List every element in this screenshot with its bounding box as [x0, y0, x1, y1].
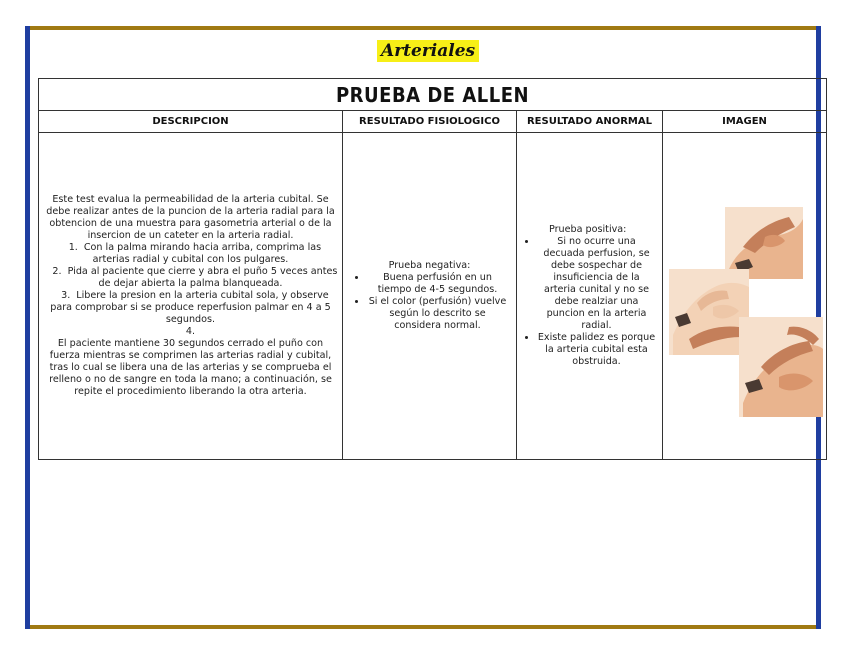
hand-panel-top — [725, 207, 803, 279]
image-cell — [663, 133, 827, 460]
frame-top-border — [25, 26, 821, 30]
physiological-bullet: • Buena perfusión en un tiempo de 4-5 segundos. — [367, 272, 508, 296]
document-title: Arteriales — [377, 40, 479, 62]
table-title-row — [39, 79, 827, 111]
abnormal-bullet: • Si no ocurre una decuada perfusion, se debe sospechar de insuficiencia de la arteria cunital y no se debe realziar una puncion en la arteria radial. — [537, 236, 656, 332]
allen-test-table — [38, 78, 827, 460]
description-intro: Este test evalua la permeabilidad de la arteria cubital. Se debe realizar antes de la puncion de la arteria radial para la obtencion de una muestra para gasometria arterial o de la insercion de un cateter en la arteria radial. — [46, 194, 335, 241]
frame-bottom-border — [25, 625, 821, 629]
description-outro: El paciente mantiene 30 segundos cerrado el puño con fuerza mientras se comprimen las arterias radial y cubital, tras lo cual se libera una de las arterias y se comprueba el relleno o no de sangre en toda la mano; a continuación, se repite el procedimiento liberando la otra arteria. — [49, 338, 332, 397]
header-resultado-anormal: RESULTADO ANORMAL — [517, 111, 663, 133]
hand-panel-left — [669, 269, 749, 355]
description-step: 1. Con la palma mirando hacia arriba, comprima las arterias radial y cubital con los pulgares. — [68, 242, 322, 265]
hand-panel-bottom — [739, 317, 823, 417]
physiological-lead: Prueba negativa: — [388, 260, 471, 271]
physiological-bullets — [351, 272, 508, 332]
table-body-row — [39, 133, 827, 460]
allen-test-hands-illustration — [669, 207, 823, 417]
table-title: PRUEBA DE ALLEN — [39, 79, 827, 111]
abnormal-lead: Prueba positiva: — [549, 224, 627, 235]
description-step: 4. — [185, 326, 196, 337]
header-descripcion: DESCRIPCION — [39, 111, 343, 133]
description-step: 2. Pida al paciente que cierre y abra el puño 5 veces antes de dejar abierta la palma blanqueada. — [52, 266, 338, 289]
abnormal-bullets — [521, 236, 656, 368]
physiological-result-cell — [343, 133, 517, 460]
frame-left-border — [25, 26, 30, 629]
physiological-bullet: • Si el color (perfusión) vuelve según lo descrito se considera normal. — [367, 296, 508, 332]
description-step: 3. Libere la presion en la arteria cubital sola, y observe para comprobar si se produce reperfusion palmar en 4 a 5 segundos. — [50, 290, 331, 325]
abnormal-result-cell — [517, 133, 663, 460]
abnormal-bullet: • Existe palidez es porque la arteria cubital esta obstruida. — [537, 332, 656, 368]
header-resultado-fisiologico: RESULTADO FISIOLOGICO — [343, 111, 517, 133]
description-steps — [43, 242, 338, 338]
table-header-row — [39, 111, 827, 133]
header-imagen: IMAGEN — [663, 111, 827, 133]
description-cell — [39, 133, 343, 460]
